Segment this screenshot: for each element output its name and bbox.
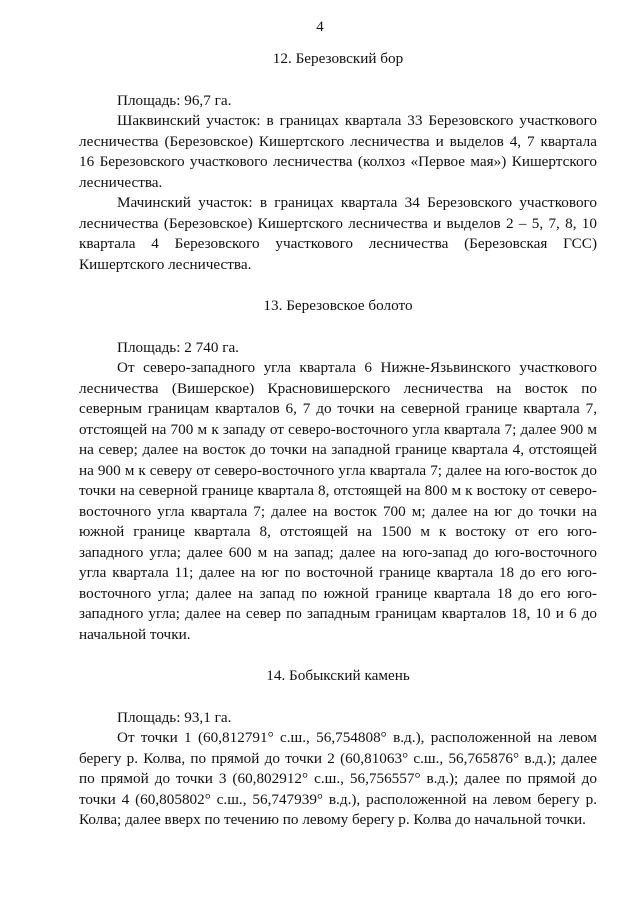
section-paragraph: Шаквинский участок: в границах квартала 33 Березовского участкового лесничества (Березовское) Кишертского лесничества и выделов 4, 7 квартала 16 Березовского участкового лесничества (колхоз «Первое мая») Кишертского лесничества.	[79, 112, 597, 191]
document-body	[79, 49, 597, 831]
section-berezovskoe-boloto	[79, 296, 597, 645]
section-area: Площадь: 93,1 га.	[117, 708, 232, 726]
page-number: 4	[316, 19, 324, 35]
section-paragraph: От точки 1 (60,812791° с.ш., 56,754808° в.д.), расположенной на левом берегу р. Колва, по прямой до точки 2 (60,81063° с.ш., 56,765876° в.д.); далее по прямой до точки 3 (60,802912° с.ш., 56,756557° в.д.); далее по прямой до точки 4 (60,805802° с.ш., 56,747939° в.д.), расположенной на левом берегу р. Колва; далее вверх по течению по левому берегу р. Колва до начальной точки.	[79, 729, 597, 828]
section-paragraph: От северо-западного угла квартала 6 Нижне-Язьвинского участкового лесничества (Вишерское) Красновишерского лесничества на восток по северным границам кварталов 6, 7 до точки на северной границе квартала 7, отстоящей на 700 м к западу от северо-восточного угла квартала 7; далее 900 м на север; далее на восток до точки на западной границе квартала 4, отстоящей на 900 м к северу от северо-восточного угла квартала 7; далее на юго-восток до точки на северной границе квартала 8, отстоящей на 800 м к востоку от северо-восточного угла квартала 7; далее на восток 700 м; далее на юг до точки на южной границе квартала 8, отстоящей на 1500 м к востоку от его юго-западного угла; далее 600 м на запад; далее на юго-запад до юго-восточного угла квартала 11; далее на юг по восточной границе квартала 18 до его юго-восточного угла; далее на запад по южной границе квартала 18 до его юго-западного угла; далее на север по западным границам кварталов 18, 10 и 6 до начальной точки.	[79, 359, 597, 643]
section-title: 12. Березовский бор	[272, 50, 404, 67]
section-berezovsky-bor	[79, 49, 597, 275]
section-title: 13. Березовское болото	[263, 297, 413, 314]
section-bobyksky-kamen	[79, 666, 597, 831]
section-area: Площадь: 96,7 га.	[117, 91, 232, 109]
section-title: 14. Бобыкский камень	[266, 667, 410, 684]
section-paragraph: Мачинский участок: в границах квартала 34 Березовского участкового лесничества (Березовское) Кишертского лесничества и выделов 2 – 5, 7, 8, 10 квартала 4 Березовского участкового лесничества (Березовская ГСС) Кишертского лесничества.	[79, 194, 597, 273]
section-area: Площадь: 2 740 га.	[117, 338, 239, 356]
